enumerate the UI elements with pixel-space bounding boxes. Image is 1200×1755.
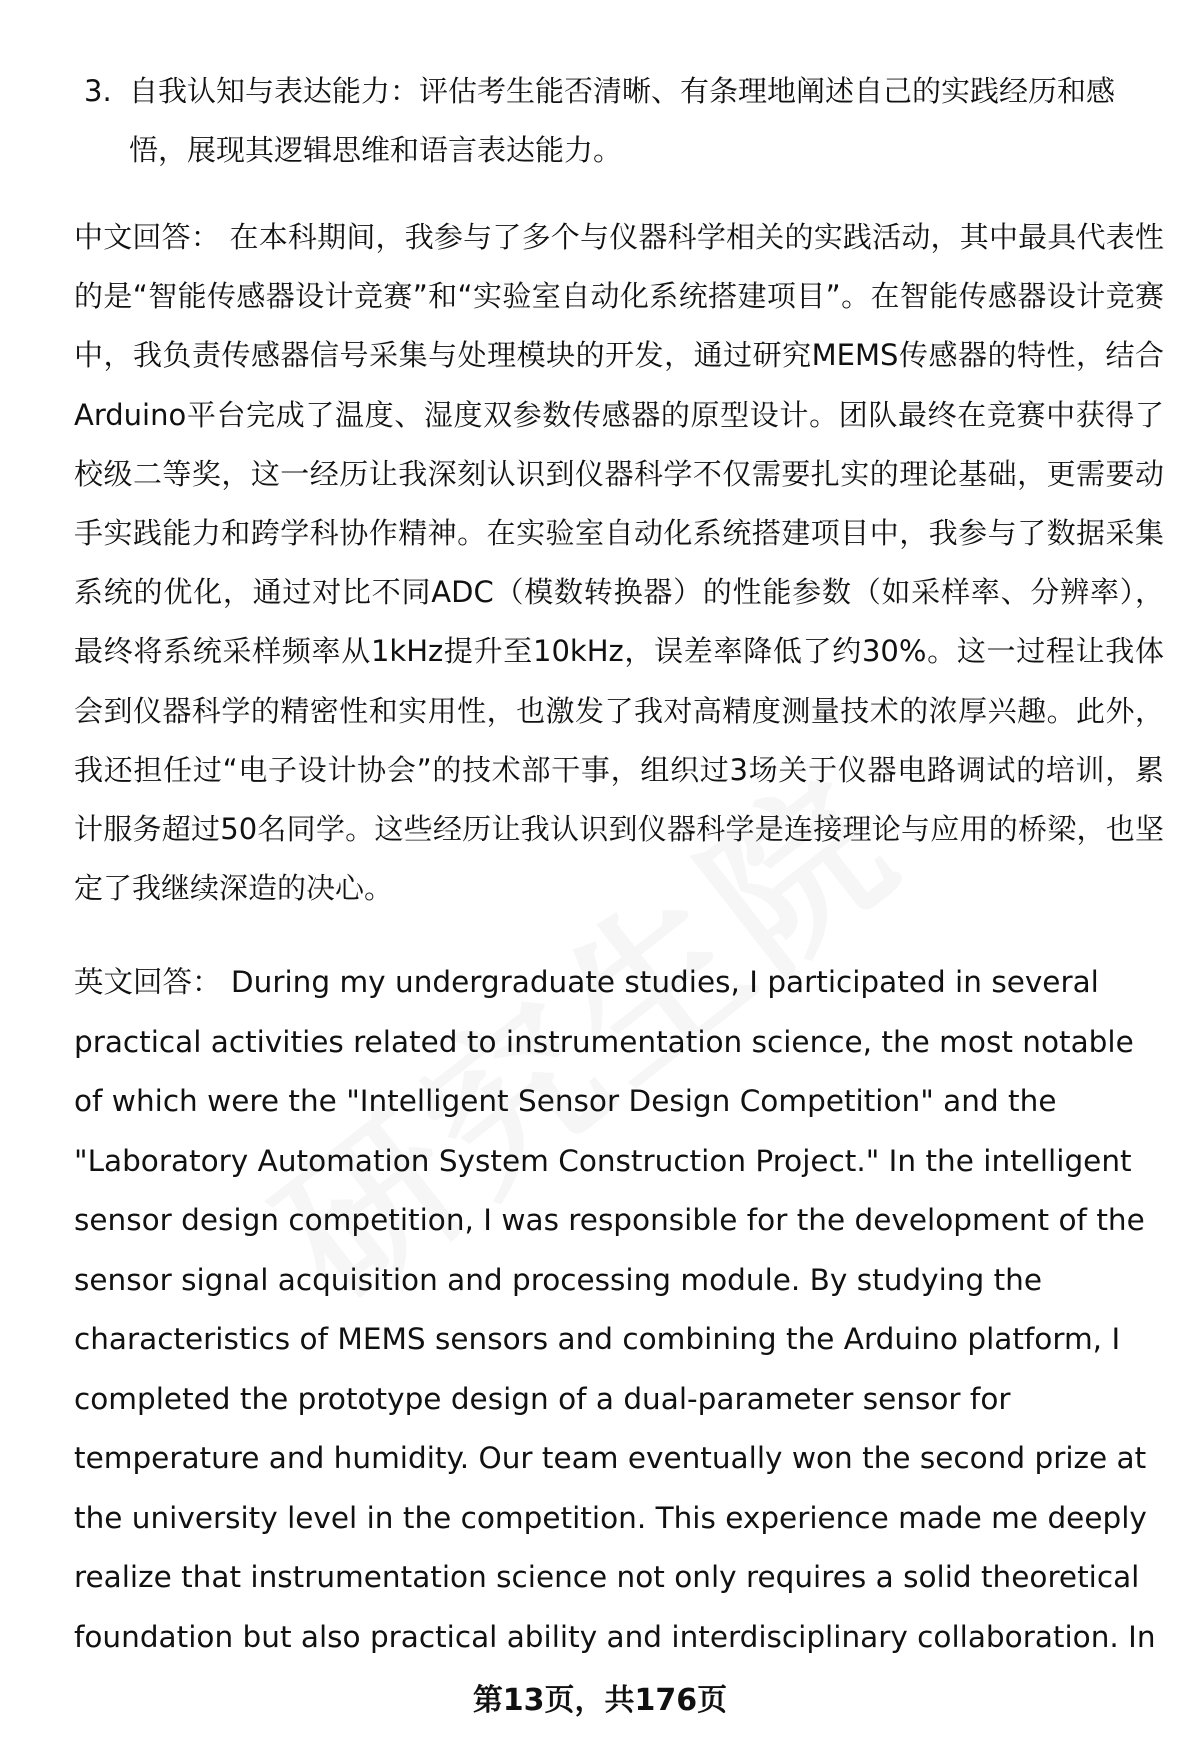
english-answer-text: During my undergraduate studies, I participated in several practical activities related to instrumentation science, the most notable of which were the "Intelligent Sensor Design Competition" and the "Laboratory Automation System Construction Project." In the intelligent sensor design competition, I was responsible for the development of the sensor signal acquisition and processing module. By studying the characteristics of MEMS sensors and combining the Arduino platform, I completed the prototype design of a dual-parameter sensor for temperature and humidity. Our team eventually won the second prize at the university level in the competition. This experience made me deeply realize that instrumentation science not only requires a solid theoretical foundation but also practical ability and interdisciplinary collaboration. In: [74, 965, 1156, 1654]
english-answer-paragraph: [74, 953, 1164, 1667]
page-number-footer: 第13页，共176页: [472, 1683, 728, 1718]
chinese-answer-label: 中文回答：: [74, 220, 221, 254]
list-item-number: 3.: [84, 74, 112, 108]
list-item-3: [84, 62, 1154, 180]
chinese-answer-paragraph: [74, 208, 1164, 918]
chinese-answer-text: 在本科期间，我参与了多个与仪器科学相关的实践活动，其中最具代表性的是“智能传感器设计竞赛”和“实验室自动化系统搭建项目”。在智能传感器设计竞赛中，我负责传感器信号采集与处理模块的开发，通过研究MEMS传感器的特性，结合Arduino平台完成了温度、湿度双参数传感器的原型设计。团队最终在竞赛中获得了校级二等奖，这一经历让我深刻认识到仪器科学不仅需要扎实的理论基础，更需要动手实践能力和跨学科协作精神。在实验室自动化系统搭建项目中，我参与了数据采集系统的优化，通过对比不同ADC（模数转换器）的性能参数（如采样率、分辨率），最终将系统采样频率从1kHz提升至10kHz，误差率降低了约30%。这一过程让我体会到仪器科学的精密性和实用性，也激发了我对高精度测量技术的浓厚兴趣。此外，我还担任过“电子设计协会”的技术部干事，组织过3场关于仪器电路调试的培训，累计服务超过50名同学。这些经历让我认识到仪器科学是连接理论与应用的桥梁，也坚定了我继续深造的决心。: [74, 220, 1164, 906]
list-item-text: 自我认知与表达能力：评估考生能否清晰、有条理地阐述自己的实践经历和感悟，展现其逻辑思维和语言表达能力。: [129, 74, 1116, 167]
english-answer-label: 英文回答：: [74, 965, 222, 999]
